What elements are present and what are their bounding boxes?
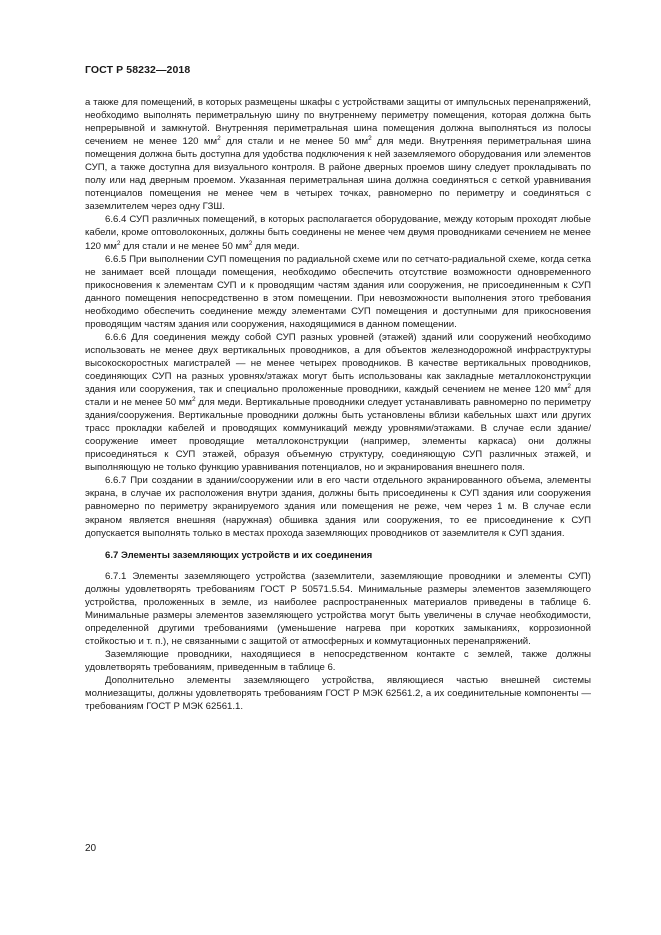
page-number: 20 [85, 843, 97, 854]
paragraph-p5 [85, 474, 591, 539]
document-body [85, 96, 591, 713]
superscript: 2 [248, 239, 253, 247]
paragraph-text: Дополнительно элементы заземляющего устройства, являющиеся частью внешней системы молниезащиты, должны удовлетворять требованиям ГОСТ Р МЭК 62561.2, а их соединительные компоненты — требованиям ГОСТ Р МЭК 62561.1. [85, 675, 591, 713]
paragraph-text: Заземляющие проводники, находящиеся в непосредственном контакте с землей, также должны удовлетворять требованиям, приведенным в таблице 6. [85, 648, 591, 673]
paragraph-p8 [85, 674, 591, 713]
paragraph-text: для меди. Внутренняя периметральная шина помещения должна быть доступна для удобства подключения к ней заземляемого оборудования или элементов СУП, а также доступна для визуального контроля. В районе дверных проемов шину следует прокладывать по полу или над дверным проемом. Указанная периметральная шина должна соединяться с сеткой уравнивания потенциалов помещения не менее чем в четырех точках, равномерно по периметру и соединяться с заземлителем через одну ГЗШ. [85, 136, 591, 213]
paragraph-p1 [85, 96, 591, 213]
paragraph-text: 6.7.1 Элементы заземляющего устройства (заземлители, заземляющие проводники и элементы СУП) должны удовлетворять требованиям ГОСТ Р 50571.5.54. Минимальные размеры элементов заземляющего устройства, проложенных в земле, из наиболее распространенных материалов приведены в таблице 6. Минимальные размеры элементов заземляющего устройства могут быть увеличены в случае необходимости, определенной другими требованиями (уменьшение нагрева при коротких замыканиях, коррозионной стойкостью и т. п.), не связанными с защитой от атмосферных и коммутационных перенапряжений. [85, 570, 591, 647]
paragraph-text: для меди. [252, 240, 300, 252]
superscript: 2 [217, 134, 221, 142]
paragraph-p4 [85, 331, 591, 475]
paragraph-text: 6.6.5 При выполнении СУП помещения по радиальной схеме или по сетчато-радиальной схеме, когда сетка не занимает всей площади помещения, необходимо обеспечить отсутствие возможности одновременного прикосновения к элементам СУП и к проводящим частям здания или сооружения, не присоединенным к СУП данного помещения непосредственно в этом помещении. При невозможности выполнения этого требования необходимо обеспечить соединение между элементами СУП помещения и доступными для прикосновения проводящим частям здания или сооружения, находящимися в данном помещении. [85, 253, 591, 330]
paragraph-group-6-6 [85, 96, 591, 540]
superscript: 2 [368, 134, 372, 142]
superscript: 2 [116, 239, 121, 247]
paragraph-group-6-7 [85, 570, 591, 714]
paragraph-p7 [85, 648, 591, 674]
paragraph-text: 6.6.6 Для соединения между собой СУП разных уровней (этажей) зданий или сооружений необходимо использовать не менее двух вертикальных проводников, а для объектов железнодорожной инфраструктуры высокоскоростных магистралей — не менее четырех проводников. В качестве вертикальных проводников, соединяющих СУП на разных уровнях/этажах могут быть использованы как закладные металлоконструкции здания или сооружения, так и специально проложенные проводники, каждый сечением не менее 120 мм [85, 331, 591, 396]
paragraph-p2 [85, 213, 591, 252]
paragraph-text: для меди. Вертикальные проводники следует устанавливать равномерно по периметру здания/сооружения. Вертикальные проводники должны быть установлены вблизи кабельных шахт или других трасс прокладки кабелей и проводящих коммуникаций между уровнями/этажами. В случае если здание/сооружение имеет проводящие металлоконструкции (например, элементы каркаса) они должны присоединяться к СУП этажей, образуя объемную структуру, соединяющую СУП различных этажей, и выполняющую не только функцию уравнивания потенциалов, но и экранирования внешнего поля. [85, 397, 591, 474]
paragraph-text: для стали и не менее 50 мм [85, 384, 591, 409]
paragraph-text: а также для помещений, в которых размещены шкафы с устройствами защиты от импульсных перенапряжений, необходимо выполнять периметральную шину по внутреннему периметру помещения, которая должна быть непрерывной и замкнутой. Внутренняя периметральная шина помещения должна выполняться из полосы сечением не менее 120 мм [85, 97, 591, 148]
superscript: 2 [567, 382, 571, 390]
paragraph-p3 [85, 253, 591, 331]
paragraph-text: для стали и не менее 50 мм [120, 240, 249, 252]
paragraph-text: 6.6.4 СУП различных помещений, в которых располагается оборудование, между которым проходят любые кабели, кроме оптоволоконных, должны быть соединены не менее чем двумя проводниками сечением не менее 120 мм [85, 214, 591, 252]
section-heading: 6.7 Элементы заземляющих устройств и их соединения [105, 549, 373, 561]
document-header: ГОСТ Р 58232—2018 [85, 64, 191, 76]
paragraph-text: 6.6.7 При создании в здании/сооружении или в его части отдельного экранированного объема, элементы экрана, в случае их расположения внутри здания, должны быть присоединены к СУП здания или сооружения равномерно по периметру экранируемого здания или помещения не реже, чем через 1 м. В случае если экраном является внешняя (наружная) обшивка здания или сооружения, то ее присоединение к СУП допускается выполнять только в местах прохода заземляющих проводников от заземлителя к СУП здания. [85, 475, 591, 539]
paragraph-p6 [85, 570, 591, 648]
paragraph-text: для стали и не менее 50 мм [220, 136, 369, 148]
superscript: 2 [192, 395, 196, 403]
